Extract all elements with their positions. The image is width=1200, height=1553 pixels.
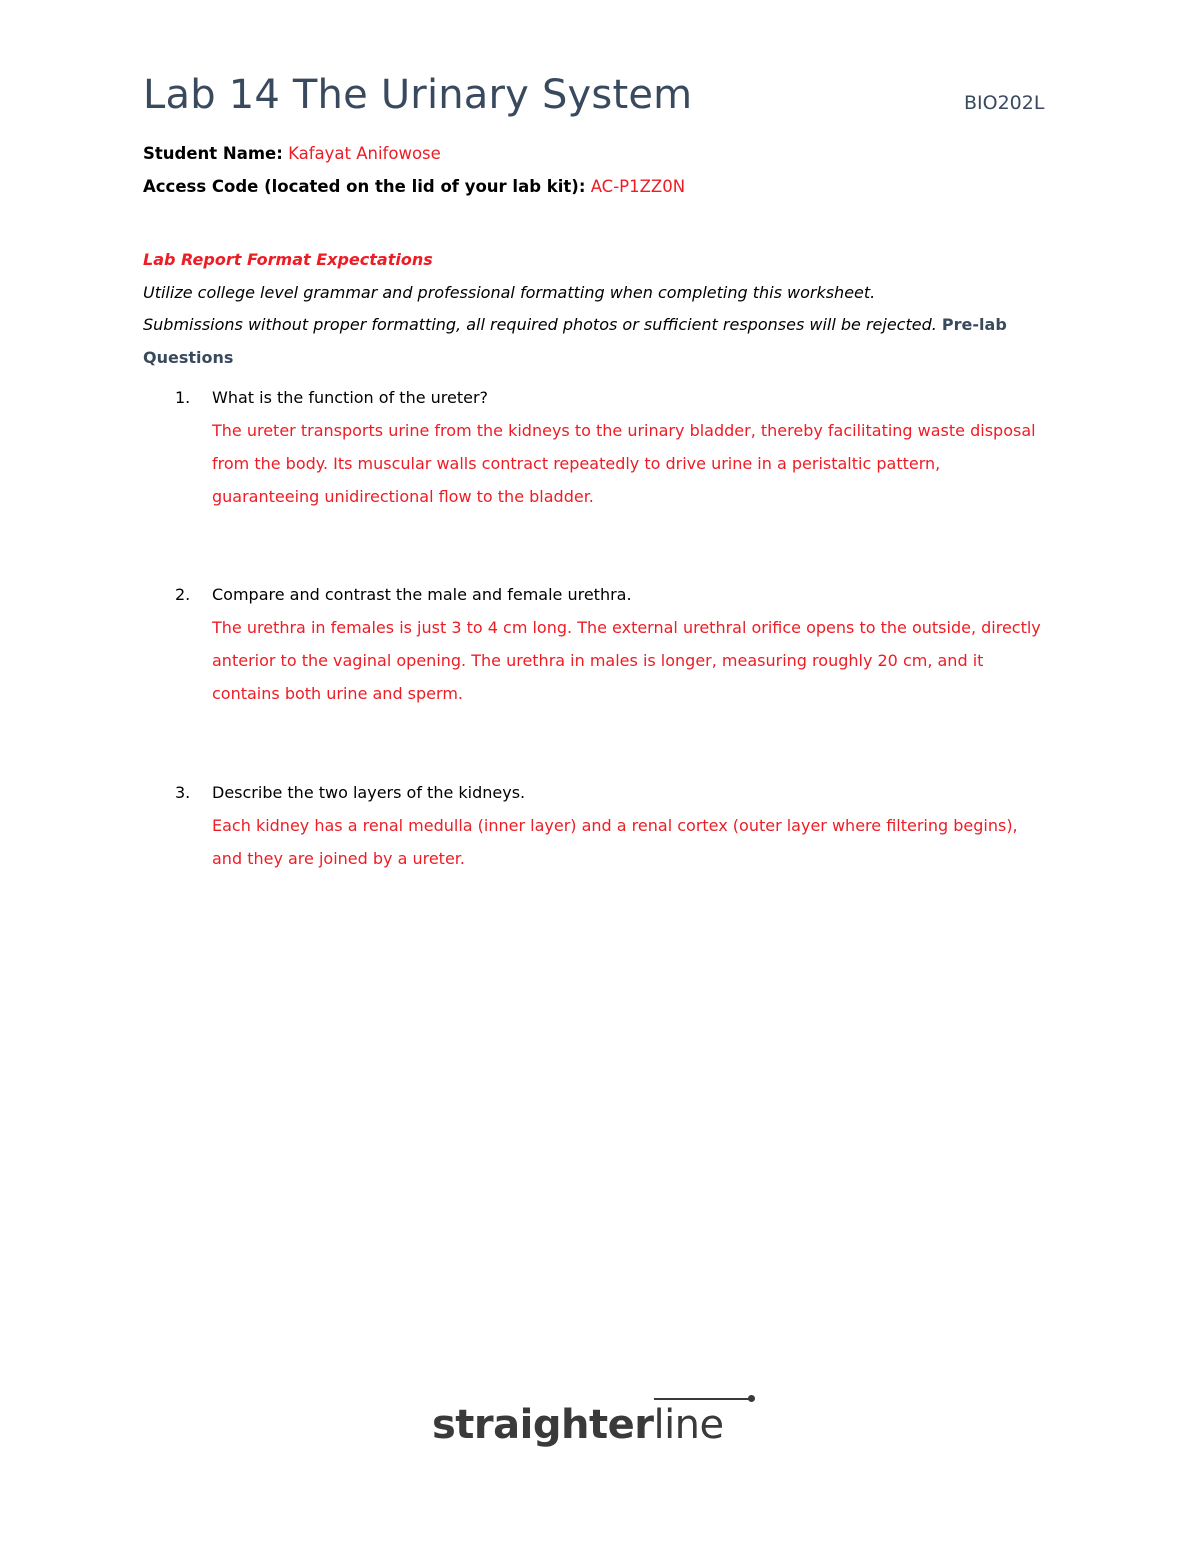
- course-code: BIO202L: [964, 92, 1045, 114]
- logo-light-text: line: [653, 1402, 724, 1448]
- logo-overline: [654, 1398, 750, 1400]
- student-name-label: Student Name:: [143, 144, 283, 163]
- question-item: [175, 776, 1045, 875]
- logo-bold-text: straighter: [432, 1402, 654, 1448]
- question-item: [175, 578, 1045, 710]
- format-line-2: [143, 309, 1063, 374]
- question-text: Compare and contrast the male and female urethra.: [212, 585, 632, 604]
- access-code-line: [143, 177, 685, 196]
- question-text: Describe the two layers of the kidneys.: [212, 783, 526, 802]
- prelab-heading: Pre-lab Questions: [143, 315, 1007, 367]
- question-text: What is the function of the ureter?: [212, 388, 489, 407]
- question-number: 1.: [175, 388, 191, 407]
- document-title: Lab 14 The Urinary System: [143, 72, 693, 118]
- student-name-value: Kafayat Anifowose: [288, 144, 441, 163]
- access-code-value: AC-P1ZZ0N: [590, 177, 686, 196]
- logo-wordmark: [432, 1402, 724, 1448]
- logo-dot: [748, 1395, 755, 1402]
- student-name-line: [143, 144, 441, 163]
- answer-text: The ureter transports urine from the kidneys to the urinary bladder, thereby facilitating waste disposal from the body. Its muscular walls contract repeatedly to drive urine in a peristaltic pattern, guaranteeing unidirectional flow to the bladder.: [212, 421, 1036, 506]
- answer-text: The urethra in females is just 3 to 4 cm long. The external urethral orifice opens to the outside, directly anterior to the vaginal opening. The urethra in males is longer, measuring roughly 20 cm, and it contains both urine and sperm.: [212, 618, 1041, 703]
- format-expectations: [143, 244, 1063, 374]
- question-item: [175, 381, 1045, 513]
- question-number: 3.: [175, 783, 191, 802]
- format-heading: Lab Report Format Expectations: [143, 250, 433, 269]
- access-code-label: Access Code (located on the lid of your lab kit):: [143, 177, 586, 196]
- format-line-2-text: Submissions without proper formatting, all required photos or sufficient responses will be rejected.: [143, 315, 937, 334]
- answer-text: Each kidney has a renal medulla (inner layer) and a renal cortex (outer layer where filtering begins), and they are joined by a ureter.: [212, 816, 1018, 868]
- straighterline-logo: [432, 1396, 762, 1466]
- format-line-1: Utilize college level grammar and professional formatting when completing this worksheet.: [143, 282, 876, 302]
- question-number: 2.: [175, 585, 191, 604]
